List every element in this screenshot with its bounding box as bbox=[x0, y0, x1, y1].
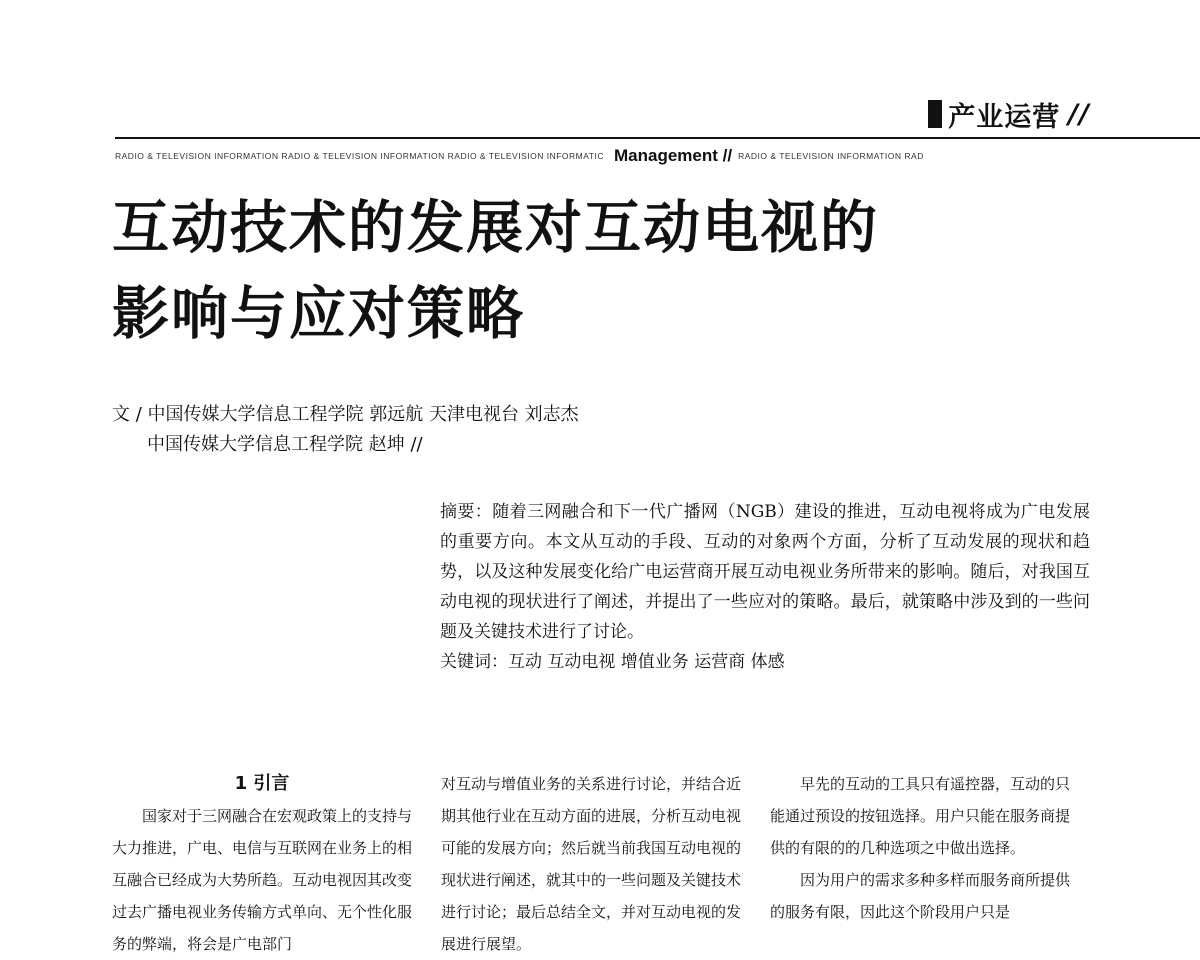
section-heading-intro: 1 引言 bbox=[234, 773, 290, 794]
ribbon-text-right: RADIO & TELEVISION INFORMATION RAD bbox=[738, 151, 924, 161]
article-title bbox=[112, 185, 879, 357]
keywords: 关键词：互动 互动电视 增值业务 运营商 体感 bbox=[440, 652, 785, 672]
authors-line-1: 文 / 中国传媒大学信息工程学院 郭远航 天津电视台 刘志杰 bbox=[112, 404, 579, 425]
ribbon-brand: Management // bbox=[613, 146, 733, 165]
ribbon-text-left: RADIO & TELEVISION INFORMATION RADIO & TELEVISION INFORMATION RADIO & TELEVISION INFORMATIC bbox=[115, 151, 604, 161]
header-rule bbox=[115, 137, 1200, 139]
author-block bbox=[112, 400, 579, 460]
paragraph: 国家对于三网融合在宏观政策上的支持与大力推进，广电、电信与互联网在业务上的相互融合已经成为大势所趋。互动电视因其改变过去广播电视业务传输方式单向、无个性化服务的弊端，将会是广电部门 bbox=[112, 807, 413, 953]
paragraph: 对互动与增值业务的关系进行讨论，并结合近期其他行业在互动方面的进展，分析互动电视可能的发展方向；然后就当前我国互动电视的现状进行阐述，就其中的一些问题及关键技术进行讨论；最后总结全文，并对互动电视的发展进行展望。 bbox=[441, 775, 742, 953]
abstract-block bbox=[440, 497, 1090, 677]
section-tag-label: 产业运营 bbox=[948, 101, 1061, 133]
authors-line-2: 中国传媒大学信息工程学院 赵坤 // bbox=[147, 434, 423, 455]
section-tag-slash: // bbox=[1068, 98, 1090, 130]
paragraph: 因为用户的需求多种多样而服务商所提供的服务有限，因此这个阶段用户只是 bbox=[770, 871, 1071, 921]
abstract-text: 摘要：随着三网融合和下一代广播网（NGB）建设的推进，互动电视将成为广电发展的重要方向。本文从互动的手段、互动的对象两个方面，分析了互动发展的现状和趋势，以及这种发展变化给广电运营商开展互动电视业务所带来的影响。随后，对我国互动电视的现状进行了阐述，并提出了一些应对的策略。最后，就策略中涉及到的一些问题及关键技术进行了讨论。 bbox=[440, 502, 1090, 642]
body-column-1 bbox=[112, 768, 412, 960]
title-line-2: 影响与应对策略 bbox=[112, 281, 525, 347]
body-column-3 bbox=[770, 768, 1070, 928]
title-line-1: 互动技术的发展对互动电视的 bbox=[112, 195, 879, 261]
section-tag bbox=[928, 96, 1090, 132]
body-column-2 bbox=[441, 768, 741, 960]
section-marker-block bbox=[928, 100, 942, 128]
header-ribbon bbox=[115, 146, 1200, 166]
paragraph: 早先的互动的工具只有遥控器，互动的只能通过预设的按钮选择。用户只能在服务商提供的有限的的几种选项之中做出选择。 bbox=[770, 775, 1071, 857]
